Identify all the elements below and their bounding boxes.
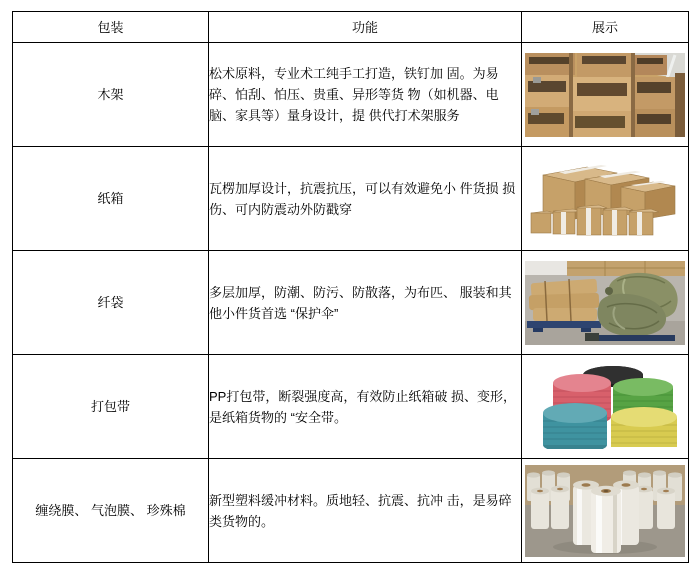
strapping-rolls-photo xyxy=(525,365,685,449)
table-row-wooden-frame xyxy=(13,43,689,147)
function-text: 瓦楞加厚设计，抗震抗压，可以有效避免小 件货损 损伤、可内防震动外防戳穿 xyxy=(209,147,522,251)
table-row-fiber-bag xyxy=(13,251,689,355)
function-text: PP打包带，断裂强度高，有效防止纸箱破 损、变形，是纸箱货物的 “安全带。 xyxy=(209,355,522,459)
display-cell xyxy=(522,147,689,251)
header-row xyxy=(13,12,689,43)
package-name: 打包带 xyxy=(13,355,209,459)
stretch-film-rolls-photo xyxy=(525,465,685,557)
packaging-table-container xyxy=(12,11,689,563)
header-display: 展示 xyxy=(522,12,689,43)
packaging-table xyxy=(12,11,689,563)
header-function: 功能 xyxy=(209,12,522,43)
cardboard-boxes-photo xyxy=(525,157,685,241)
package-name: 纸箱 xyxy=(13,147,209,251)
package-name: 纤袋 xyxy=(13,251,209,355)
table-row-carton xyxy=(13,147,689,251)
wooden-crates-photo xyxy=(525,53,685,137)
display-cell xyxy=(522,459,689,563)
display-cell xyxy=(522,43,689,147)
table-row-film xyxy=(13,459,689,563)
package-name: 缠绕膜、 气泡膜、 珍殊棉 xyxy=(13,459,209,563)
display-cell xyxy=(522,355,689,459)
function-text: 新型塑料缓冲材料。质地轻、抗震、抗冲 击，是易碎类货物的。 xyxy=(209,459,522,563)
table-row-strapping xyxy=(13,355,689,459)
package-name: 木架 xyxy=(13,43,209,147)
header-package: 包装 xyxy=(13,12,209,43)
function-text: 松术原料，专业术工纯手工打造，铁钉加 固。为易碎、怕刮、怕压、贵重、异形等货 物（如机器、电脑、家具等）量身设计，提 供代打术架服务 xyxy=(209,43,522,147)
woven-bags-photo xyxy=(525,261,685,345)
display-cell xyxy=(522,251,689,355)
function-text: 多层加厚，防潮、防污、防散落，为布匹、 服装和其他小件货首选 “保护伞” xyxy=(209,251,522,355)
